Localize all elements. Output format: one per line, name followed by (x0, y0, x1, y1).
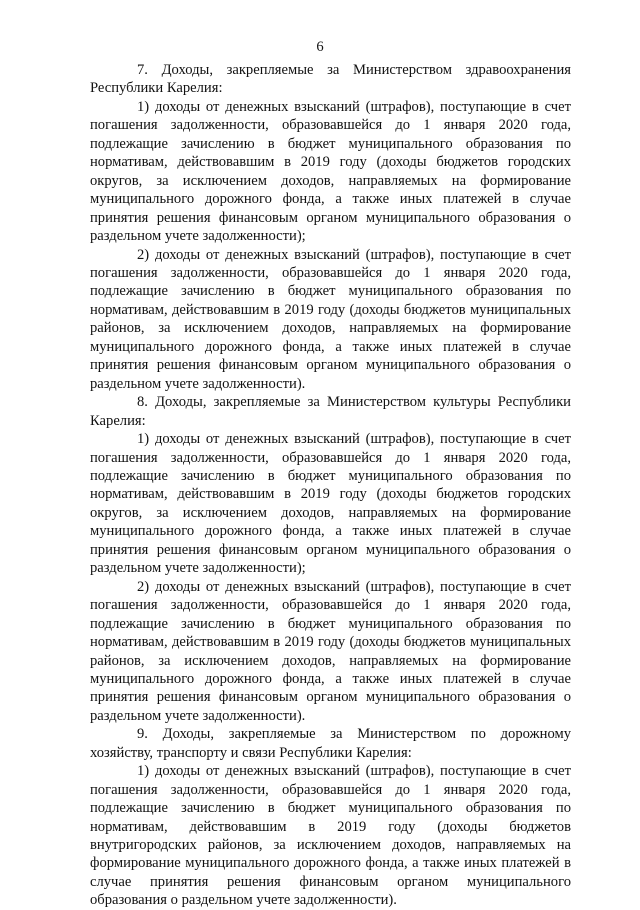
section-heading-9: 9. Доходы, закрепляемые за Министерством по дорожному хозяйству, транспорту и связи Республики Карелия: (90, 726, 571, 761)
paragraph-7-1: 1) доходы от денежных взысканий (штрафов), поступающие в счет погашения задолженности, образовавшейся до 1 января 2020 года, подлежащие зачислению в бюджет муниципального образования по нормативам, действовавшим в 2019 году (доходы бюджетов городских округов, за исключением доходов, направляемых на формирование муниципального дорожного фонда, а также иных платежей в случае принятия решения финансовым органом муниципального образования о раздельном учете задолженности); (90, 98, 571, 245)
paragraph-8-1: 1) доходы от денежных взысканий (штрафов), поступающие в счет погашения задолженности, образовавшейся до 1 января 2020 года, подлежащие зачислению в бюджет муниципального образования по нормативам, действовавшим в 2019 году (доходы бюджетов городских округов, за исключением доходов, направляемых на формирование муниципального дорожного фонда, а также иных платежей в случае принятия решения финансовым органом муниципального образования о раздельном учете задолженности); (90, 431, 571, 577)
paragraph-7-2: 2) доходы от денежных взысканий (штрафов), поступающие в счет погашения задолженности, образовавшейся до 1 января 2020 года, подлежащие зачислению в бюджет муниципального образования по нормативам, действовавшим в 2019 году (доходы бюджетов муниципальных районов, за исключением доходов, направляемых на формирование муниципального дорожного фонда, а также иных платежей в случае принятия решения финансовым органом муниципального образования о раздельном учете задолженности). (90, 246, 571, 392)
paragraph-8-2: 2) доходы от денежных взысканий (штрафов), поступающие в счет погашения задолженности, образовавшейся до 1 января 2020 года, подлежащие зачислению в бюджет муниципального образования по нормативам, действовавшим в 2019 году (доходы бюджетов муниципальных районов, за исключением доходов, направляемых на формирование муниципального дорожного фонда, а также иных платежей в случае принятия решения финансовым органом муниципального образования о раздельном учете задолженности). (90, 578, 571, 724)
paragraph-9-1: 1) доходы от денежных взысканий (штрафов), поступающие в счет погашения задолженности, образовавшейся до 1 января 2020 года, подлежащие зачислению в бюджет муниципального образования по нормативам, действовавшим в 2019 году (доходы бюджетов внутригородских районов, за исключением доходов, направляемых на формирование муниципального дорожного фонда, а также иных платежей в случае принятия решения финансовым органом муниципального образования о раздельном учете задолженности). (90, 763, 571, 909)
section-heading-7: 7. Доходы, закрепляемые за Министерством здравоохранения Республики Карелия: (90, 62, 571, 97)
page-number: 6 (316, 39, 324, 55)
section-heading-8: 8. Доходы, закрепляемые за Министерством культуры Республики Карелия: (90, 394, 571, 429)
document-body (90, 61, 571, 910)
